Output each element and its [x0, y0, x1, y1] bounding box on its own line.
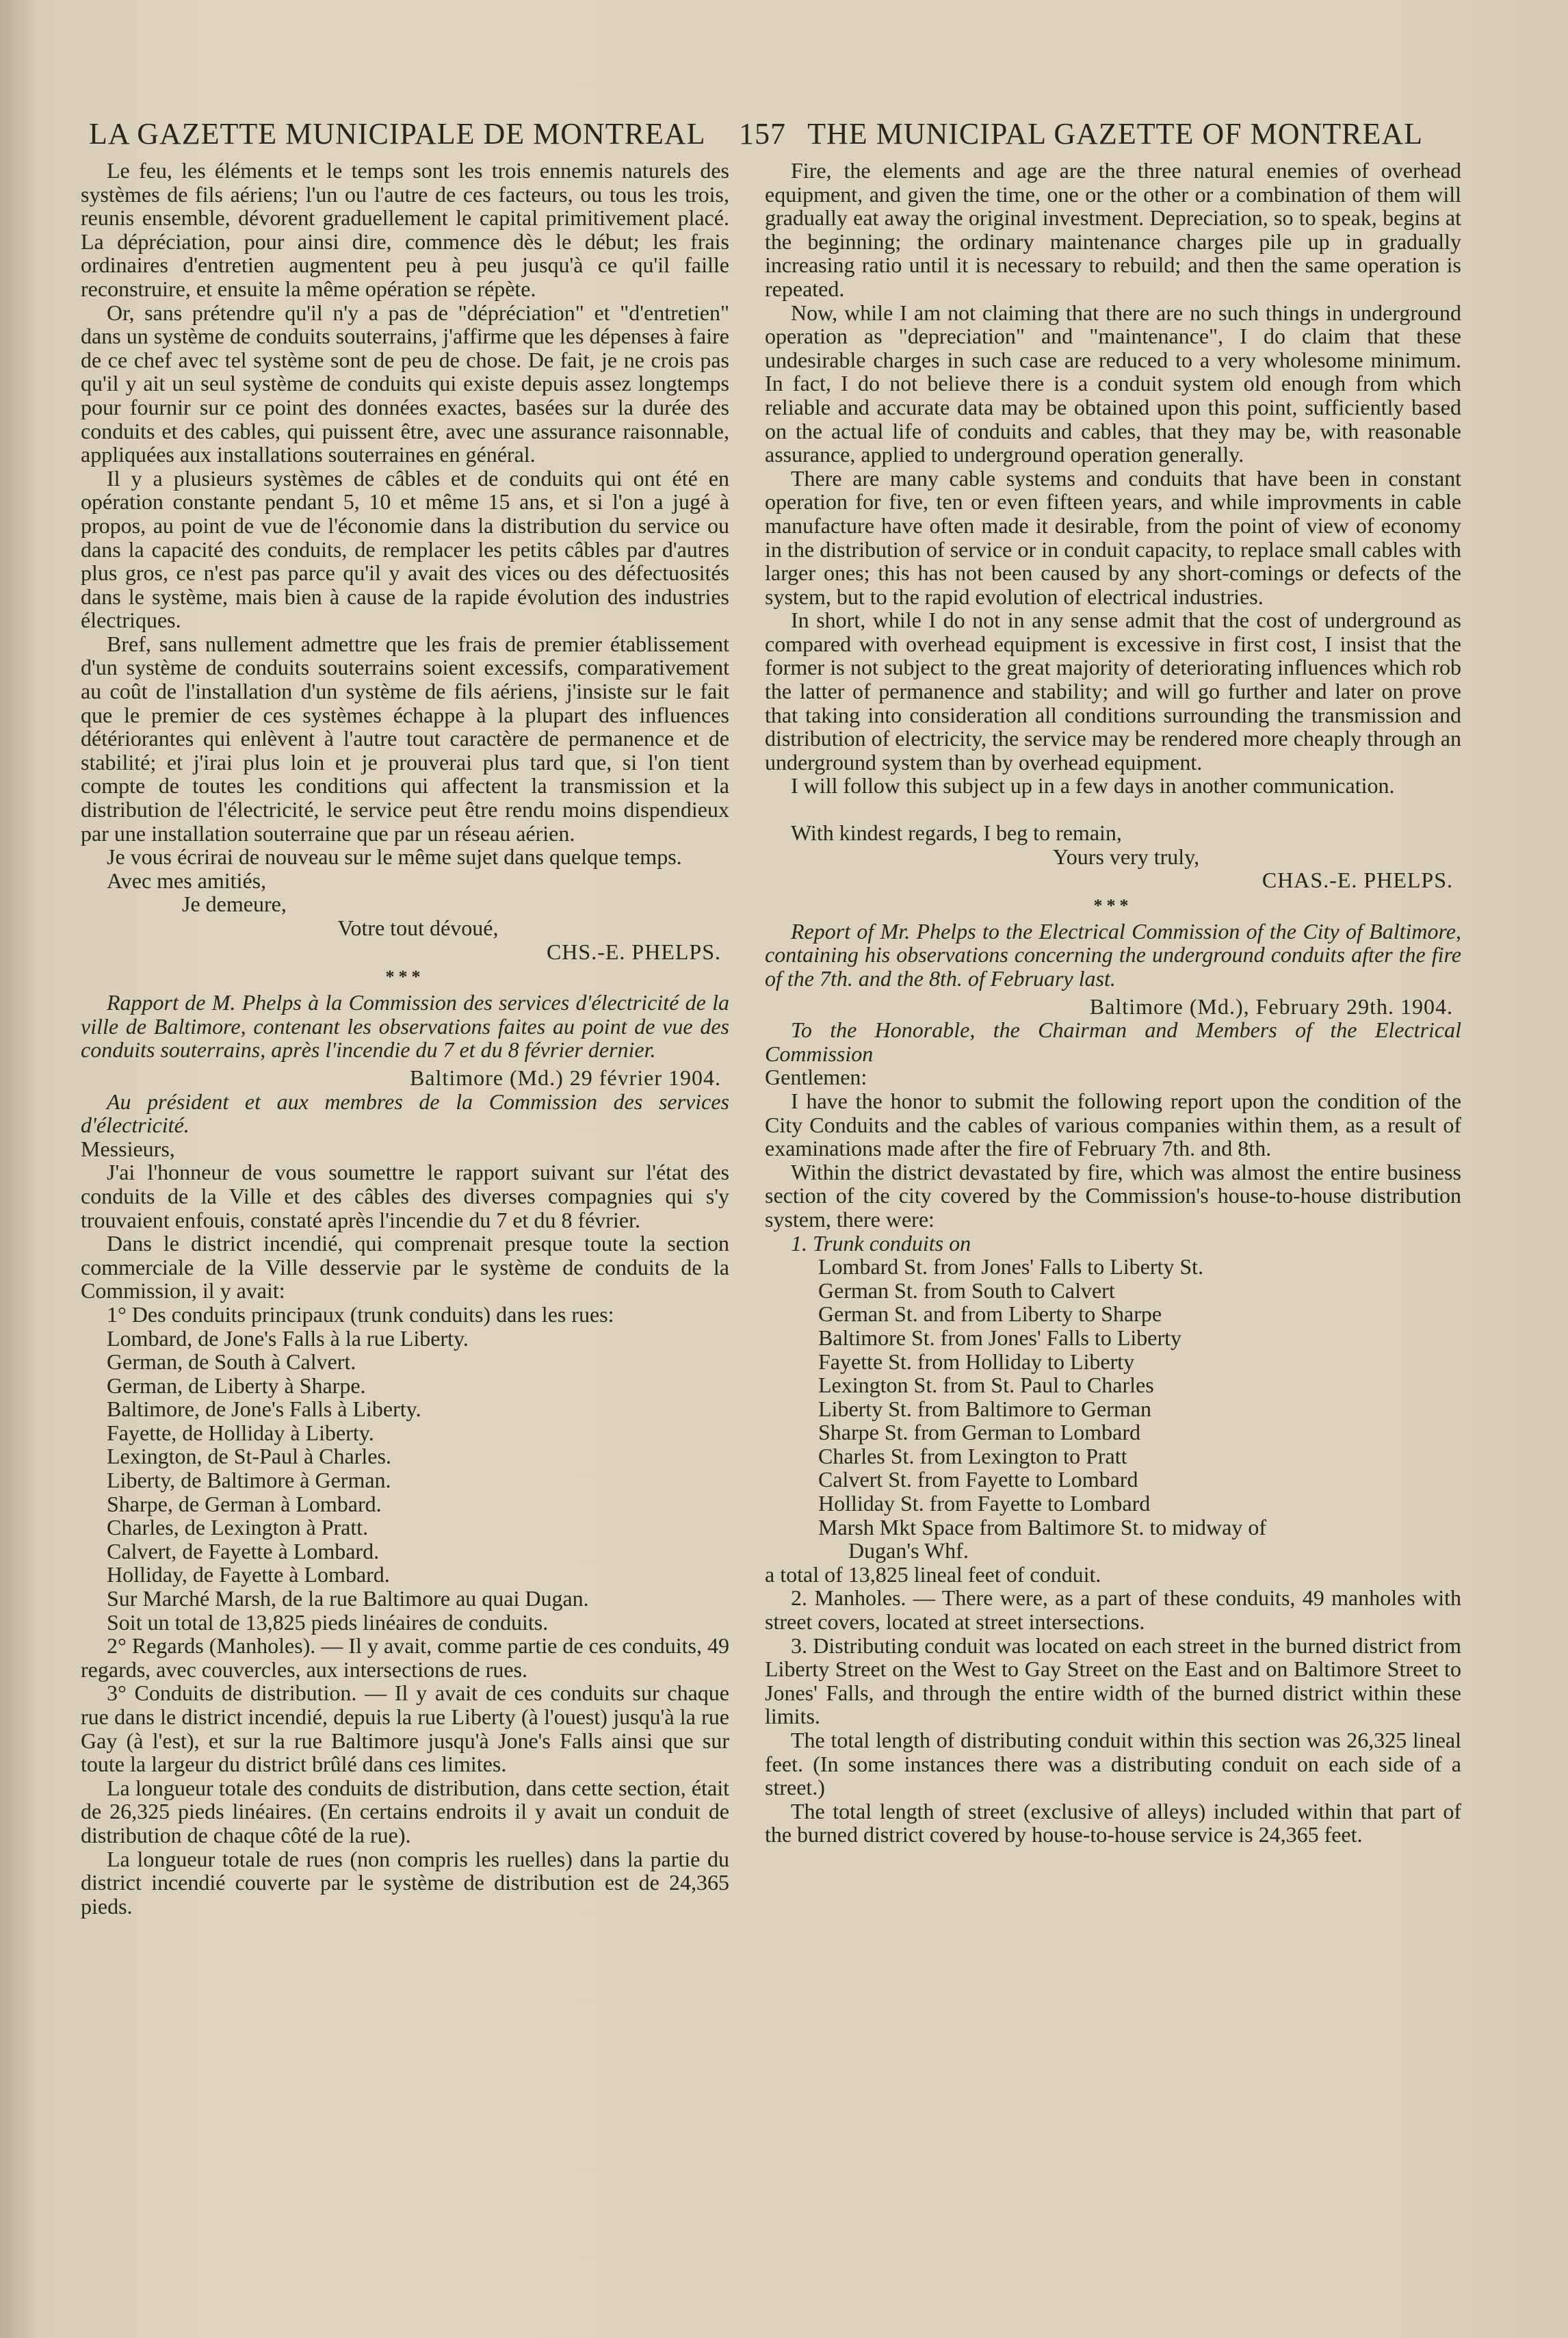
list-item: German, de Liberty à Sharpe.: [107, 1373, 366, 1398]
list-item: Dugan's Whf.: [848, 1538, 969, 1563]
list-item: Calvert St. from Fayette to Lombard: [818, 1467, 1138, 1492]
list-item: Charles St. from Lexington to Pratt: [818, 1443, 1127, 1468]
list-item: Fayette, de Holliday à Liberty.: [107, 1420, 374, 1445]
closing-line: Yours very truly,: [1052, 844, 1200, 869]
english-column: [765, 159, 1461, 1847]
paragraph: Il y a plusieurs systèmes de câbles et de conduits qui ont été en opération constante pendant 5, 10 et même 15 ans, et si l'on a jugé à propos, au point de vue de l'économie dans la distribution du service ou dans la capacité des conduits, de remplacer les petits câbles par d'autres plus gros, ce n'est pas parce qu'il y avait des vices ou des défectuosités dans le système, mais bien à cause de la rapide évolution des industries électriques.: [81, 465, 729, 633]
paragraph: 1. Trunk conduits on: [791, 1230, 971, 1256]
list-item: Charles, de Lexington à Pratt.: [107, 1515, 369, 1540]
closing-line: Avec mes amitiés,: [107, 868, 267, 893]
list-item: German St. from South to Calvert: [818, 1277, 1115, 1303]
closing-line: With kindest regards, I beg to remain,: [791, 820, 1122, 846]
list-item: Marsh Mkt Space from Baltimore St. to midway of: [818, 1514, 1267, 1540]
list-item: Baltimore St. from Jones' Falls to Liberty: [818, 1325, 1182, 1350]
paragraph: Bref, sans nullement admettre que les frais de premier établissement d'un système de conduits souterrains soient excessifs, comparativement au coût de l'installation d'un système de fils aériens, j'insiste sur le fait que le premier de ces systèmes échappe à la plupart des influences détériorantes qui enlèvent à l'autre tout caractère de permanence et de stabilité; et j'irai plus loin et je prouverai plus tard que, si l'on tient compte de toutes les conditions qui affectent la transmission et la distribution de l'électricité, le service peut être rendu moins dispendieux par une installation souterraine que par un réseau aérien.: [81, 631, 729, 846]
paragraph: 2. Manholes. — There were, as a part of these conduits, 49 manholes with street covers, located at street intersections.: [765, 1585, 1461, 1635]
paragraph: 3° Conduits de distribution. — Il y avait de ces conduits sur chaque rue dans le district incendié, depuis la rue Liberty (à l'ouest) jusqu'à la rue Gay (à l'est), et sur la rue Baltimore jusqu'à Jone's Falls ainsi que sur toute la largeur du district brûlé dans ces limites.: [81, 1680, 729, 1777]
list-item: Lexington St. from St. Paul to Charles: [818, 1373, 1154, 1398]
list-item: Holliday, de Fayette à Lombard.: [107, 1562, 390, 1587]
paragraph: Or, sans prétendre qu'il n'y a pas de "dépréciation" et "d'entretien" dans un système de conduits souterrains, j'affirme que les dépenses à faire de ce chef avec tel système sont de peu de chose. De fait, je ne crois pas qu'il y ait un seul système de conduits qui existe depuis assez longtemps pour fournir sur ce point des données exactes, basées sur la durée des conduits et des cables, qui puissent être, avec une assurance raisonnable, appliquées aux installations souterraines en général.: [81, 300, 729, 467]
paragraph: The total length of distributing conduit within this section was 26,325 lineal feet. (In some instances there was a distributing conduit on each side of a street.): [765, 1728, 1461, 1800]
list-item: Fayette St. from Holliday to Liberty: [818, 1349, 1135, 1374]
paragraph: Within the district devastated by fire, which was almost the entire business section of the city covered by the Commission's house-to-house distribution system, there were:: [765, 1159, 1461, 1232]
paragraph: There are many cable systems and conduits that have been in constant operation for five, ten or even fifteen years, and while improvments in cable manufacture have often made it desirable, from the point of view of economy in the distribution of service or in conduit capacity, to replace small cables with larger ones; this has not been caused by any short-comings or defects of the system, but to the rapid evolution of electrical industries.: [765, 465, 1461, 609]
paragraph: J'ai l'honneur de vous soumettre le rapport suivant sur l'état des conduits de la Ville et des câbles des diverses compagnies qui s'y trouvaient enfouis, constaté après l'incendie du 7 et du 8 février.: [81, 1160, 729, 1232]
list-item: Sharpe St. from German to Lombard: [818, 1420, 1140, 1445]
paragraph: La longueur totale des conduits de distribution, dans cette section, était de 26,325 pieds linéaires. (En certains endroits il y avait un conduit de distribution de chaque côté de la rue).: [81, 1775, 729, 1847]
closing-line: Votre tout dévoué,: [337, 915, 499, 940]
paragraph: Dans le district incendié, qui comprenait presque toute la section commerciale de la Ville desservie par le système de conduits de la Commission, il y avait:: [81, 1231, 729, 1303]
dateline: Baltimore (Md.) 29 février 1904.: [410, 1065, 721, 1090]
header-french-title: LA GAZETTE MUNICIPALE DE MONTREAL: [89, 117, 706, 151]
paragraph: 2° Regards (Manholes). — Il y avait, comme partie de ces conduits, 49 regards, avec couvercles, aux intersections de rues.: [81, 1633, 729, 1682]
salutation: Messieurs,: [81, 1136, 175, 1161]
paragraph: Je vous écrirai de nouveau sur le même sujet dans quelque temps.: [107, 844, 682, 870]
street-list: [765, 1255, 1461, 1563]
closing-line: Je demeure,: [182, 892, 287, 917]
address-line: Au président et aux membres de la Commission des services d'électricité.: [81, 1089, 729, 1138]
paragraph: I have the honor to submit the following report upon the condition of the City Conduits and the cables of various companies within them, as a result of examinations made after the fire of February 7th. and 8th.: [765, 1088, 1461, 1161]
paragraph: Now, while I am not claiming that there are no such things in underground operation as "depreciation" and "maintenance", I do claim that these undesirable charges in such case are reduced to a very wholesome minimum. In fact, I do not believe there is a conduit system old enough from which reliable and accurate data may be obtained upon this point, sufficiently based on the actual life of conduits and cables, that they may be, with reasonable assurance, applied to underground operation generally.: [765, 300, 1461, 467]
report-title: Report of Mr. Phelps to the Electrical Commission of the City of Baltimore, containing his observations concerning the underground conduits after the fire of the 7th. and the 8th. of February last.: [765, 918, 1461, 991]
list-item: German St. and from Liberty to Sharpe: [818, 1301, 1162, 1327]
paragraph: a total of 13,825 lineal feet of conduit.: [765, 1561, 1101, 1587]
list-item: Holliday St. from Fayette to Lombard: [818, 1491, 1151, 1516]
dateline: Baltimore (Md.), February 29th. 1904.: [1089, 993, 1453, 1019]
salutation: Gentlemen:: [765, 1065, 867, 1090]
list-item: Calvert, de Fayette à Lombard.: [107, 1538, 380, 1563]
report-title: Rapport de M. Phelps à la Commission des services d'électricité de la ville de Baltimore, contenant les observations faites au point de vue des conduits souterrains, après l'incendie du 7 et du 8 février dernier.: [81, 990, 729, 1063]
paragraph: 1° Des conduits principaux (trunk conduits) dans les rues:: [107, 1301, 614, 1327]
page-header: [89, 116, 1423, 157]
paragraph: In short, while I do not in any sense admit that the cost of underground as compared with overhead equipment is excessive in first cost, I insist that the former is not subject to the great majority of deteriorating influences which rob the latter of permanence and stability; and will go further and later on prove that taking into consideration all conditions surrounding the transmission and distribution of electricity, the service may be rendered more cheaply through an underground system than by overhead equipment.: [765, 608, 1461, 775]
list-item: Sharpe, de German à Lombard.: [107, 1491, 382, 1516]
paragraph: Le feu, les éléments et le temps sont les trois ennemis naturels des systèmes de fils aériens; l'un ou l'autre de ces facteurs, ou tous les trois, reunis ensemble, dévorent graduellement le capital primitivement placé. La dépréciation, pour ainsi dire, commence dès le début; les frais ordinaires d'entretien augmentent peu à peu jusqu'à ce qu'il faille reconstruire, et ensuite la même opération se répète.: [81, 158, 729, 301]
paragraph: 3. Distributing conduit was located on each street in the burned district from Liberty Street on the West to Gay Street on the East and on Baltimore Street to Jones' Falls, and through the entire width of the burned district within these limits.: [765, 1633, 1461, 1729]
signature: CHAS.-E. PHELPS.: [1262, 868, 1453, 893]
page-number: 157: [739, 117, 786, 151]
french-column: [81, 159, 729, 1918]
header-english-title: THE MUNICIPAL GAZETTE OF MONTREAL: [807, 117, 1423, 151]
paragraph: Soit un total de 13,825 pieds linéaires de conduits.: [107, 1609, 549, 1635]
section-divider: ***: [385, 967, 425, 987]
list-item: German, de South à Calvert.: [107, 1349, 356, 1375]
paragraph: I will follow this subject up in a few days in another communication.: [791, 773, 1395, 798]
list-item: Lombard, de Jone's Falls à la rue Liberty.: [107, 1325, 469, 1351]
paragraph: La longueur totale de rues (non compris les ruelles) dans la partie du district incendié couverte par le système de distribution est de 24,365 pieds.: [81, 1846, 729, 1919]
list-item: Lexington, de St-Paul à Charles.: [107, 1444, 391, 1469]
list-item: Liberty, de Baltimore à German.: [107, 1468, 391, 1493]
list-item: Sur Marché Marsh, de la rue Baltimore au quai Dugan.: [107, 1586, 589, 1611]
list-item: Lombard St. from Jones' Falls to Liberty St.: [818, 1254, 1204, 1280]
address-line: To the Honorable, the Chairman and Members of the Electrical Commission: [765, 1017, 1461, 1066]
paragraph: The total length of street (exclusive of alleys) included within that part of the burned district covered by house-to-house service is 24,365 feet.: [765, 1798, 1461, 1847]
street-list: [81, 1327, 729, 1611]
paragraph: Fire, the elements and age are the three natural enemies of overhead equipment, and given the time, one or the other or a combination of them will gradually eat away the original investment. Depreciation, so to speak, begins at the beginning; the ordinary maintenance charges pile up in gradually increasing ratio until it is necessary to rebuild; and then the same operation is repeated.: [765, 158, 1461, 301]
signature: CHS.-E. PHELPS.: [546, 939, 721, 964]
list-item: Baltimore, de Jone's Falls à Liberty.: [107, 1397, 421, 1422]
list-item: Liberty St. from Baltimore to German: [818, 1396, 1151, 1421]
section-divider: ***: [1093, 895, 1133, 915]
